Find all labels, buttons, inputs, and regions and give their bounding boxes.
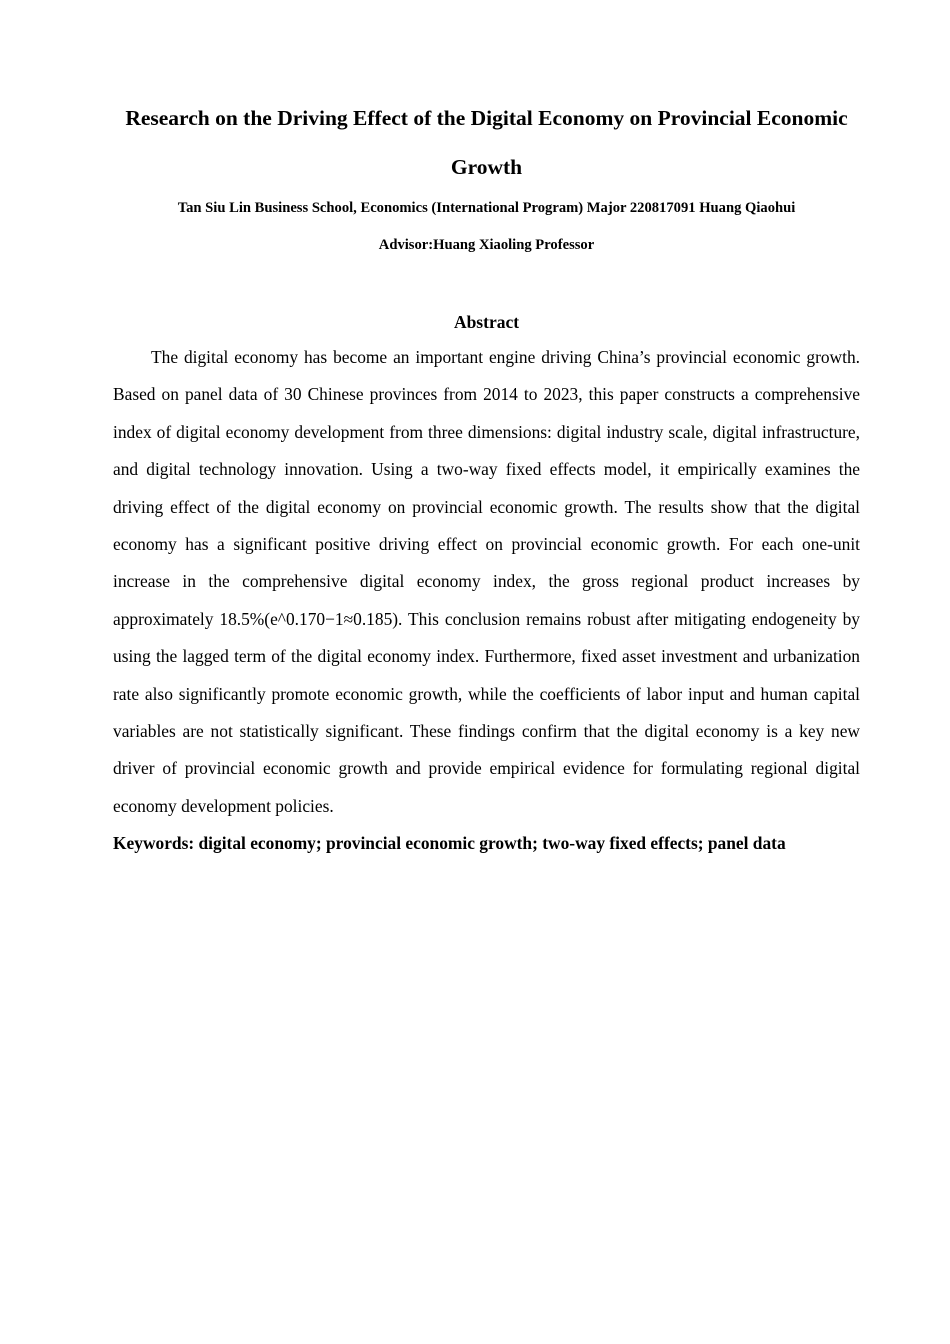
abstract-body: The digital economy has become an important engine driving China’s provincial economic growth. Based on panel data of 30 Chinese provinces from 2014 to 2023, this paper constructs a comprehensive index of digital economy development from three dimensions: digital industry scale, digital infrastructure, and digital technology innovation. Using a two-way fixed effects model, it empirically examines the driving effect of the digital economy on provincial economic growth. The results show that the digital economy has a significant positive driving effect on provincial economic growth. For each one-unit increase in the comprehensive digital economy index, the gross regional product increases by approximately 18.5%(e^0.170−1≈0.185). This conclusion remains robust after mitigating endogeneity by using the lagged term of the digital economy index. Furthermore, fixed asset investment and urbanization rate also significantly promote economic growth, while the coefficients of labor input and human capital variables are not statistically significant. These findings confirm that the digital economy is a key new driver of provincial economic growth and provide empirical evidence for formulating regional digital economy development policies. [113, 347, 860, 816]
author-affiliation: Tan Siu Lin Business School, Economics (International Program) Major 220817091 Huang Qiaohui [177, 200, 796, 216]
advisor-line: Advisor:Huang Xiaoling Professor [378, 237, 595, 253]
paper-title: Research on the Driving Effect of the Digital Economy on Provincial Economic Growth [125, 106, 848, 179]
keywords-line: Keywords: digital economy; provincial economic growth; two-way fixed effects; panel data [113, 833, 786, 854]
abstract-heading: Abstract [453, 312, 520, 332]
paper-page [113, 94, 860, 855]
